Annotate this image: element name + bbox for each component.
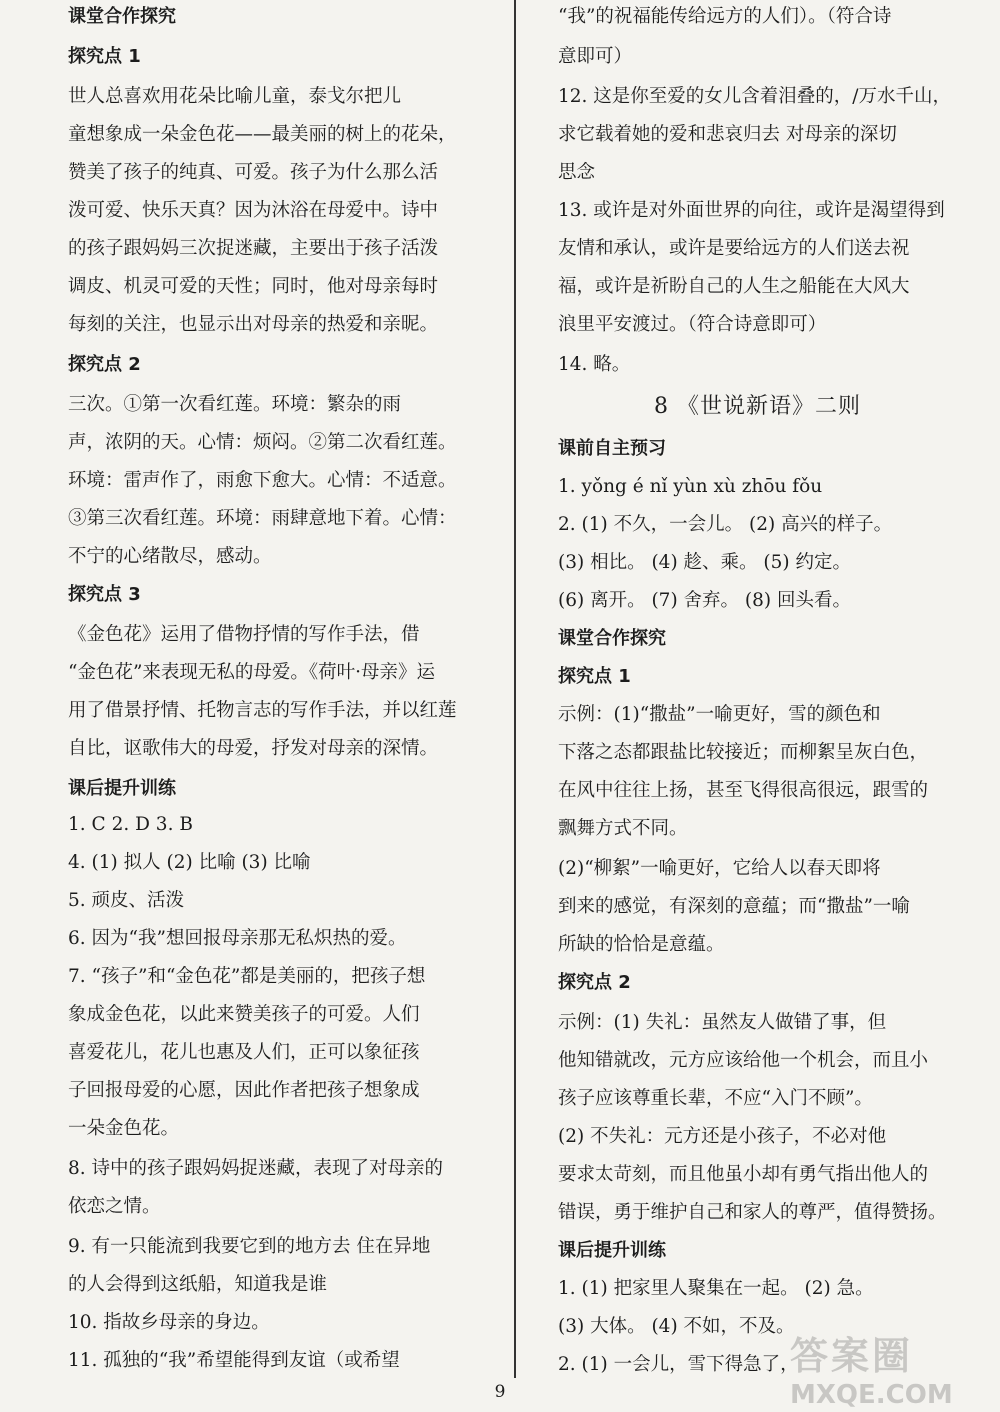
text-line: 8. 诗中的孩子跟妈妈捉迷藏，表现了对母亲的 [68, 1158, 444, 1179]
text-line: 环境：雷声作了，雨愈下愈大。心情：不适意。 [68, 470, 457, 491]
text-line: 一朵金色花。 [68, 1118, 180, 1139]
text-line: 声，浓阴的天。心情：烦闷。②第二次看红莲。 [68, 432, 457, 453]
text-line: 求它载着她的爱和悲哀归去 对母亲的深切 [558, 124, 897, 145]
section-heading: 课后提升训练 [558, 1240, 666, 1261]
text-line: 在风中往往上扬，甚至飞得很高很远，跟雪的 [558, 780, 929, 801]
text-line: 福，或许是祈盼自己的人生之船能在大风大 [558, 276, 910, 297]
section-heading: 课堂合作探究 [558, 628, 666, 649]
text-line: 他知错就改，元方应该给他一个机会，而且小 [558, 1050, 929, 1071]
text-line: 2. (1) 一会儿，雪下得急了， [558, 1354, 799, 1375]
text-line: 11. 孤独的“我”希望能得到友谊（或希望 [68, 1350, 400, 1371]
text-line: 思念 [558, 162, 596, 183]
text-line: 自比，讴歌伟大的母爱，抒发对母亲的深情。 [68, 738, 439, 759]
text-line: 错误，勇于维护自己和家人的尊严，值得赞扬。 [558, 1202, 947, 1223]
text-line: 调皮、机灵可爱的天性；同时，他对母亲每时 [68, 276, 439, 297]
watermark-text-bottom: MXQE.COM [790, 1380, 953, 1410]
text-line: (2) 不失礼：元方还是小孩子，不必对他 [558, 1126, 887, 1147]
text-line: 要求太苛刻，而且他虽小却有勇气指出他人的 [558, 1164, 929, 1185]
text-line: 子回报母爱的心愿，因此作者把孩子想象成 [68, 1080, 420, 1101]
text-line: 《金色花》运用了借物抒情的写作手法，借 [68, 624, 420, 645]
text-line: 三次。①第一次看红莲。环境：繁杂的雨 [68, 394, 402, 415]
text-line: 7. “孩子”和“金色花”都是美丽的，把孩子想 [68, 966, 426, 987]
text-line: 5. 顽皮、活泼 [68, 890, 185, 911]
text-line: 1. C 2. D 3. B [68, 814, 193, 835]
text-line: (2)“柳絮”一喻更好，它给人以春天即将 [558, 858, 881, 879]
section-heading: 探究点 2 [558, 972, 631, 993]
text-line: 的孩子跟妈妈三次捉迷藏，主要出于孩子活泼 [68, 238, 439, 259]
text-line: 世人总喜欢用花朵比喻儿童，泰戈尔把儿 [68, 86, 402, 107]
text-line: “金色花”来表现无私的母爱。《荷叶·母亲》运 [68, 662, 436, 683]
text-line: 依恋之情。 [68, 1196, 161, 1217]
text-line: 所缺的恰恰是意蕴。 [558, 934, 725, 955]
text-line: 的人会得到这纸船，知道我是谁 [68, 1274, 328, 1295]
text-line: 示例：(1)“撒盐”一喻更好，雪的颜色和 [558, 704, 881, 725]
text-line: 孩子应该尊重长辈，不应“入门不顾”。 [558, 1088, 873, 1109]
text-line: 示例：(1) 失礼：虽然友人做错了事，但 [558, 1012, 887, 1033]
text-line: 12. 这是你至爱的女儿含着泪叠的，/万水千山， [558, 86, 952, 107]
section-heading: 探究点 3 [68, 584, 141, 605]
watermark-text-top: 答案圈 [790, 1334, 914, 1378]
section-heading: 探究点 1 [68, 46, 141, 67]
text-line: 每刻的关注，也显示出对母亲的热爱和亲昵。 [68, 314, 439, 335]
page-number: 9 [494, 1382, 506, 1402]
text-line: 4. (1) 拟人 (2) 比喻 (3) 比喻 [68, 852, 311, 873]
text-line: 2. (1) 不久，一会儿。 (2) 高兴的样子。 [558, 514, 893, 535]
text-line: 童想象成一朵金色花——最美丽的树上的花朵， [68, 124, 457, 145]
text-line: 1. yǒng é nǐ yùn xù zhōu fǒu [558, 476, 823, 497]
text-line: 13. 或许是对外面世界的向往，或许是渴望得到 [558, 200, 945, 221]
text-line: ③第三次看红莲。环境：雨肆意地下着。心情： [68, 508, 457, 529]
text-line: “我”的祝福能传给远方的人们）。（符合诗 [558, 6, 892, 27]
section-heading: 探究点 1 [558, 666, 631, 687]
text-line: 1. (1) 把家里人聚集在一起。 (2) 急。 [558, 1278, 874, 1299]
section-heading: 8 《世说新语》二则 [654, 394, 861, 419]
text-line: 象成金色花，以此来赞美孩子的可爱。人们 [68, 1004, 420, 1025]
text-line: (3) 相比。 (4) 趁、乘。 (5) 约定。 [558, 552, 852, 573]
text-line: 意即可） [558, 46, 633, 67]
text-line: (3) 大体。 (4) 不如，不及。 [558, 1316, 795, 1337]
text-line: 不宁的心绪散尽，感动。 [68, 546, 272, 567]
text-line: 9. 有一只能流到我要它到的地方去 住在异地 [68, 1236, 431, 1257]
text-line: 6. 因为“我”想回报母亲那无私炽热的爱。 [68, 928, 407, 949]
text-line: (6) 离开。 (7) 舍弃。 (8) 回头看。 [558, 590, 852, 611]
text-line: 10. 指故乡母亲的身边。 [68, 1312, 270, 1333]
text-line: 飘舞方式不同。 [558, 818, 688, 839]
text-line: 14. 略。 [558, 354, 631, 375]
section-heading: 课堂合作探究 [68, 6, 176, 27]
text-line: 喜爱花儿，花儿也惠及人们，正可以象征孩 [68, 1042, 420, 1063]
column-divider [514, 0, 516, 1378]
section-heading: 课前自主预习 [558, 438, 666, 459]
text-line: 赞美了孩子的纯真、可爱。孩子为什么那么活 [68, 162, 439, 183]
text-line: 用了借景抒情、托物言志的写作手法，并以红莲 [68, 700, 457, 721]
text-line: 到来的感觉，有深刻的意蕴；而“撒盐”一喻 [558, 896, 910, 917]
text-line: 泼可爱、快乐天真？因为沐浴在母爱中。诗中 [68, 200, 439, 221]
text-line: 下落之态都跟盐比较接近；而柳絮呈灰白色， [558, 742, 929, 763]
text-line: 友情和承认，或许是要给远方的人们送去祝 [558, 238, 910, 259]
section-heading: 探究点 2 [68, 354, 141, 375]
watermark-logo [790, 1325, 990, 1410]
section-heading: 课后提升训练 [68, 778, 176, 799]
text-line: 浪里平安渡过。（符合诗意即可） [558, 314, 827, 335]
